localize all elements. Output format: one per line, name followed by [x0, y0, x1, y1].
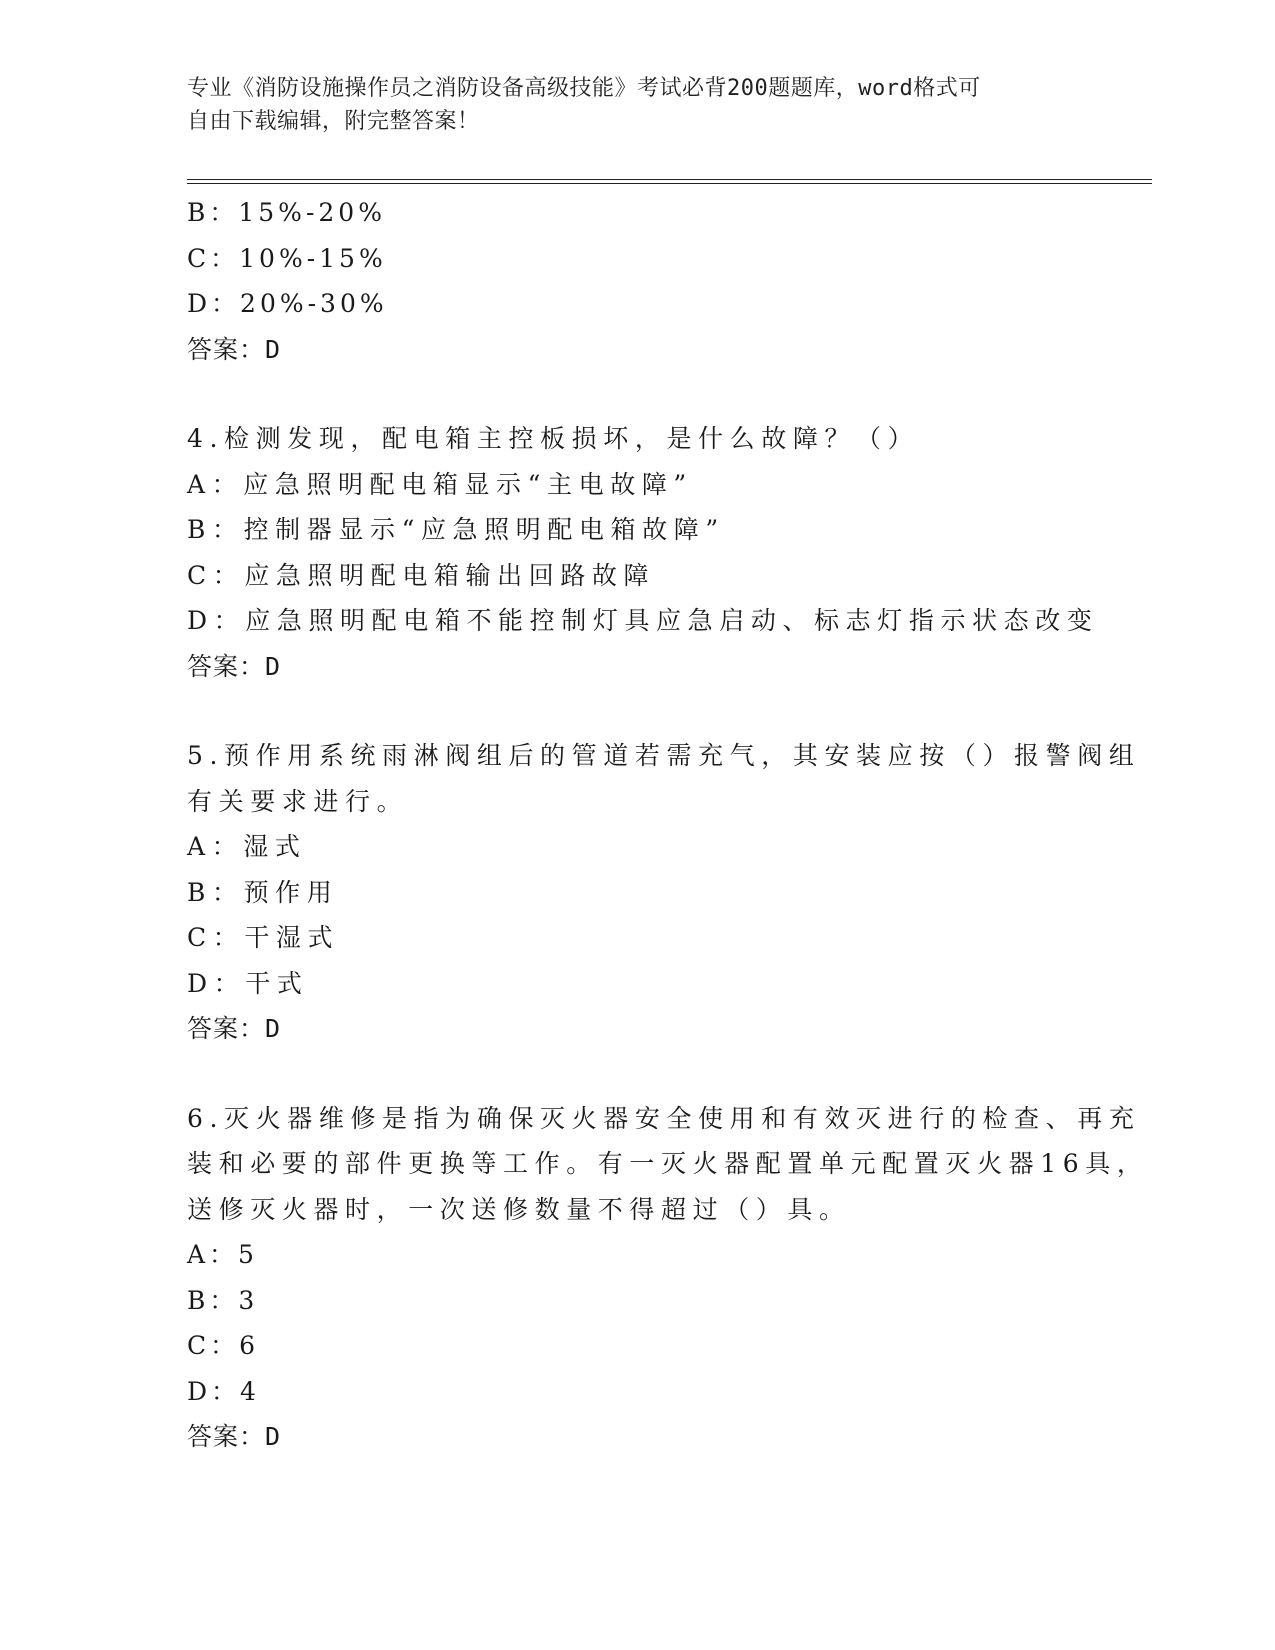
answer: 答案：D: [187, 651, 282, 681]
question-3: [187, 190, 1087, 372]
header-divider-bottom: [187, 183, 1152, 184]
option-b: B：控制器显示“应急照明配电箱故障”: [187, 515, 725, 544]
question-text: 5.预作用系统雨淋阀组后的管道若需充气，其安装应按（）报警阀组: [187, 741, 1141, 770]
option-d: D：应急照明配电箱不能控制灯具应急启动、标志灯指示状态改变: [187, 606, 1099, 635]
option-b: B：预作用: [187, 877, 339, 907]
option-d: D：4: [187, 1376, 260, 1406]
option-c: C：应急照明配电箱输出回路故障: [187, 560, 656, 590]
spacer: [187, 372, 1087, 416]
option-b: B：15%-20%: [187, 198, 386, 227]
header-divider-top: [187, 179, 1152, 180]
question-text: 装和必要的部件更换等工作。有一灭火器配置单元配置灭火器16具，: [187, 1149, 1149, 1178]
option-a: A：湿式: [187, 832, 307, 861]
question-6: [187, 1096, 1149, 1460]
document-header: [187, 72, 1067, 138]
spacer: [187, 689, 1087, 733]
header-line-2: 自由下载编辑，附完整答案！: [187, 109, 480, 134]
question-text: 有关要求进行。: [187, 786, 409, 816]
option-d: D：干式: [187, 968, 309, 998]
option-d: D：20%-30%: [187, 289, 388, 318]
question-text: 6.灭火器维修是指为确保灭火器安全使用和有效灭进行的检查、再充: [187, 1103, 1141, 1133]
answer: 答案：D: [187, 1422, 282, 1451]
option-a: A：5: [187, 1240, 258, 1269]
spacer: [187, 1052, 1087, 1096]
option-c: C：6: [187, 1331, 260, 1360]
header-line-1: 专业《消防设施操作员之消防设备高级技能》考试必背200题题库，word格式可: [187, 76, 981, 101]
question-text: 4.检测发现，配电箱主控板损坏，是什么故障？（）: [187, 424, 920, 453]
document-body: [187, 190, 1149, 1460]
question-text: 送修灭火器时，一次送修数量不得超过（）具。: [187, 1194, 851, 1224]
option-c: C：干湿式: [187, 923, 340, 952]
option-a: A：应急照明配电箱显示“主电故障”: [187, 469, 693, 499]
option-b: B：3: [187, 1285, 259, 1315]
question-4: [187, 416, 1099, 689]
question-5: [187, 733, 1141, 1052]
option-c: C：10%-15%: [187, 243, 387, 273]
answer: 答案：D: [187, 1014, 282, 1043]
answer: 答案：D: [187, 334, 282, 364]
